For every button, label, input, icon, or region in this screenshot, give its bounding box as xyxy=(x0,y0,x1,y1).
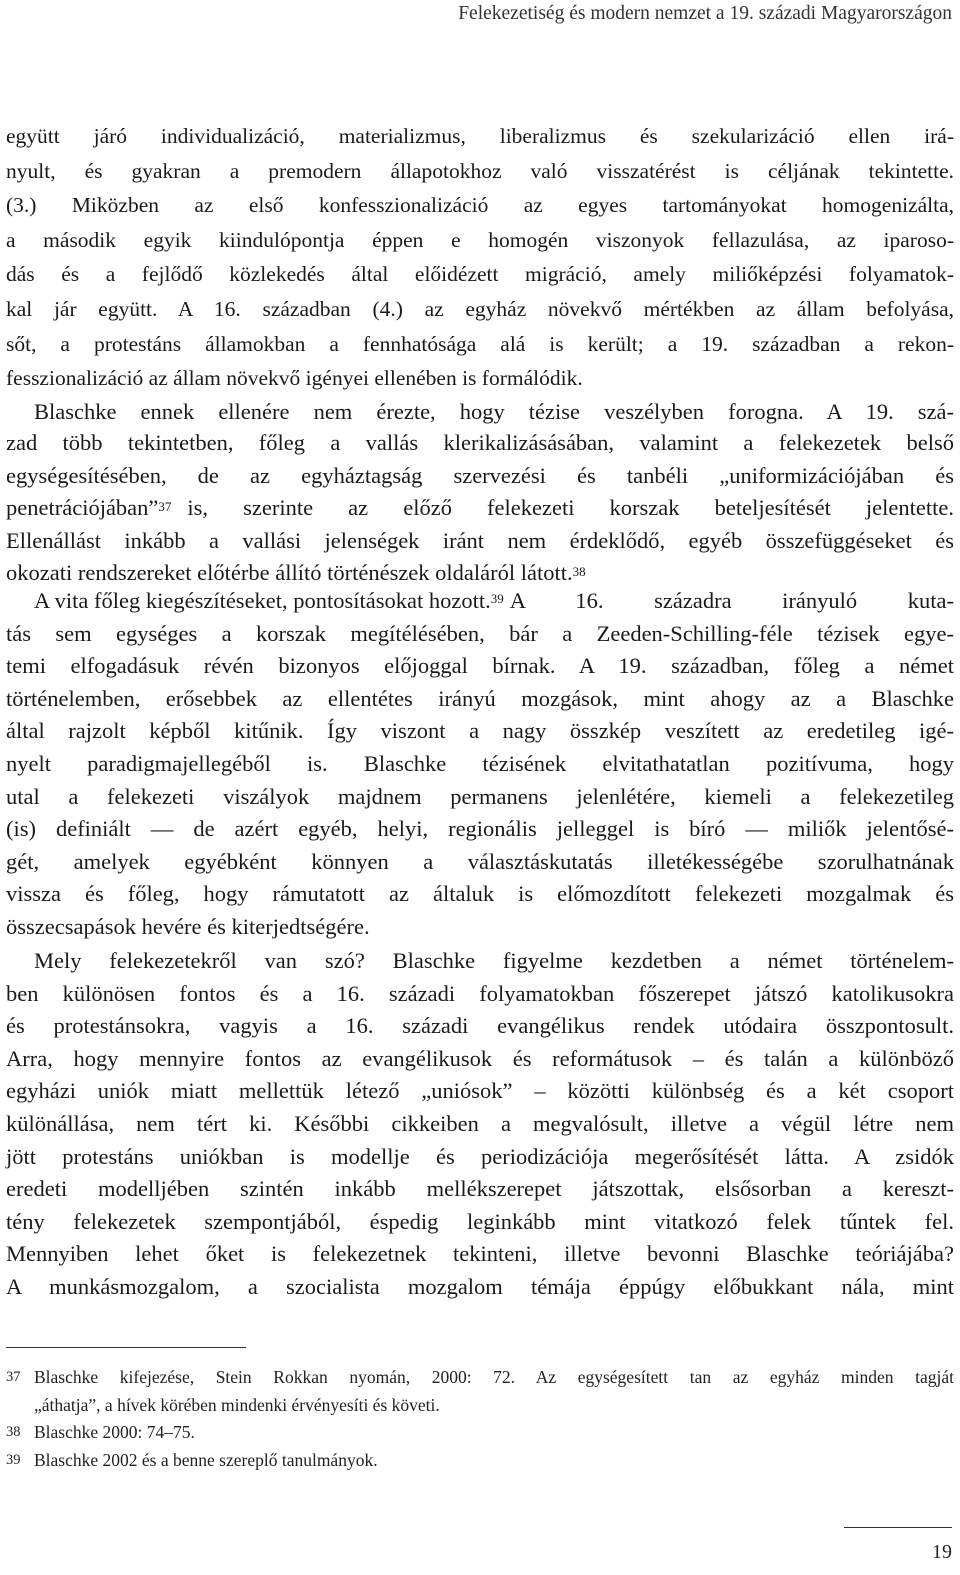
text-line: Arra, hogy mennyire fontos az evangélikusok és reformátusok – és talán a különböző xyxy=(6,1045,954,1071)
footnote-line: Blaschke 2000: 74–75. xyxy=(34,1422,195,1442)
running-header: Felekezetiség és modern nemzet a 19. századi Magyarországon xyxy=(458,3,952,24)
text-line: jött protestáns uniókban is modellje és periodizációja megerősítését látta. A zsidók xyxy=(6,1143,954,1169)
text-line: Mely felekezetekről van szó? Blaschke figyelme kezdetben a német történelem- xyxy=(34,948,954,973)
text-segment xyxy=(6,492,171,525)
footnote-text xyxy=(34,1364,954,1419)
footnote-line: Blaschke 2002 és a benne szereplő tanulmányok. xyxy=(34,1449,378,1470)
text-line: vissza és főleg, hogy rámutatott az általuk is előmozdított felekezeti mozgalmak és xyxy=(6,881,954,907)
text-span: okozati rendszereket előtérbe állító történészek oldaláról látott. xyxy=(6,560,573,586)
paragraph xyxy=(6,585,954,944)
text-line: és protestánsokra, vagyis a 16. századi evangélikus rendek utódaira összpontosult. xyxy=(6,1013,954,1039)
footnote-line: Blaschke kifejezése, Stein Rokkan nyomán, 2000: 72. Az egységesített tan az egyház minden tagját xyxy=(34,1367,954,1387)
text-line: összecsapások hevére és kiterjedtségére. xyxy=(6,913,370,939)
text-line: történelemben, erősebbek az ellentétes irányú mozgások, mint ahogy az a Blaschke xyxy=(6,685,954,711)
footnote-text xyxy=(34,1419,954,1447)
text-line: a második egyik kiindulópontja éppen e homogén viszonyok fellazulása, az iparoso- xyxy=(6,227,954,252)
text-line: eredeti modelljében szintén inkább mellékszerepet játszottak, elsősorban a kereszt- xyxy=(6,1176,954,1202)
footnote-ref[interactable]: 37 xyxy=(158,498,172,514)
footnote-divider xyxy=(6,1347,246,1348)
footnote-line: „áthatja”, a hívek körében mindenki érvényesíti és követi. xyxy=(34,1394,440,1415)
paragraph xyxy=(6,119,954,590)
text-line: együtt járó individualizáció, materializmus, liberalizmus és szekularizáció ellen irá- xyxy=(6,124,954,148)
text-line: tény felekezetek szempontjából, éspedig leginkább mint vitatkozó felek tűntek fel. xyxy=(6,1208,954,1234)
text-span: A vita főleg kiegészítéseket, pontosításokat hozott. xyxy=(34,588,491,613)
text-line: tás sem egységes a korszak megítélésében, bár a Zeeden-Schilling-féle tézisek egye- xyxy=(6,620,954,646)
text-line: egyházi uniók miatt mellettük létező „uniósok” – közötti különbség és a két csoport xyxy=(6,1078,954,1104)
text-line: A munkásmozgalom, a szocialista mozgalom témája éppúgy előbukkant nála, mint xyxy=(6,1273,954,1299)
text-line: nyult, és gyakran a premodern állapotokhoz való visszatérést is céljának tekintette. xyxy=(6,158,954,183)
text-line: Blaschke ennek ellenére nem érezte, hogy tézise veszélyben forogna. A 19. szá- xyxy=(34,398,954,424)
text-segment xyxy=(34,585,504,618)
text-line: dás és a fejlődő közlekedés által előidézett migráció, amely miliőképzési folyamatok- xyxy=(6,262,954,287)
text-line: utal a felekezeti viszályok majdnem permanens jelenlétére, kiemeli a felekezetileg xyxy=(6,783,954,809)
footnotes xyxy=(6,1364,954,1474)
text-line: gét, amelyek egyébként könnyen a választáskutatás illetékességébe szorulhatnának xyxy=(6,848,954,874)
text-span: penetrációjában” xyxy=(6,495,159,521)
text-line: különállása, nem tért ki. Későbbi cikkeiben a megvalósult, illetve a végül létre nem xyxy=(6,1110,954,1136)
text-line: Mennyiben lehet őket is felekezetnek tekinteni, illetve bevonni Blaschke teóriájába? xyxy=(6,1241,954,1267)
text-line xyxy=(6,492,954,525)
paragraph xyxy=(6,945,954,1304)
text-line: egységesítésében, de az egyháztagság szervezési és tanbéli „uniformizációjában és xyxy=(6,462,954,488)
text-line: nyelt paradigmajellegéből is. Blaschke tézisének elvitathatatlan pozitívuma, hogy xyxy=(6,750,954,776)
text-line: által rajzolt képből kitűnik. Így viszont a nagy összkép veszített az eredetileg igé- xyxy=(6,718,954,744)
page-number-rule xyxy=(844,1527,952,1528)
text-line: sőt, a protestáns államokban a fennhatósága alá is került; a 19. században a rekon- xyxy=(6,331,954,356)
text-line: zad több tekintetben, főleg a vallás klerikalizásásában, valamint a felekezetek belső xyxy=(6,429,954,455)
footnote-ref[interactable]: 38 xyxy=(572,563,586,579)
footnote xyxy=(6,1364,954,1419)
text-line: temi elfogadásuk révén bizonyos előjoggal bírnak. A 19. században, főleg a német xyxy=(6,653,954,679)
text-segment: is, szerinte az előző felekezeti korszak beteljesítését jelentette. xyxy=(187,495,954,521)
text-segment: A 16. századra irányuló kuta- xyxy=(509,588,954,613)
footnote-ref[interactable]: 39 xyxy=(490,591,504,607)
text-line: (3.) Miközben az első konfesszionalizáció az egyes tartományokat homogenizálta, xyxy=(6,193,954,218)
footnote xyxy=(6,1419,954,1447)
text-line: Ellenállást inkább a vallási jelenségek iránt nem érdeklődő, egyéb összefüggéseket és xyxy=(6,527,954,553)
page-number: 19 xyxy=(932,1541,952,1563)
text-line: ben különösen fontos és a 16. századi folyamatokban főszerepet játszó katolikusokra xyxy=(6,980,954,1006)
footnote xyxy=(6,1447,954,1475)
text-line: (is) definiált — de azért egyéb, helyi, regionális jelleggel is bíró — miliők jelentősé- xyxy=(6,816,954,842)
footnote-number: 39 xyxy=(6,1451,21,1468)
text-line: kal jár együtt. A 16. században (4.) az egyház növekvő mértékben az állam befolyása, xyxy=(6,296,954,321)
text-line xyxy=(6,585,954,618)
text-line: fesszionalizáció az állam növekvő igényei ellenében is formálódik. xyxy=(6,366,583,391)
footnote-number: 38 xyxy=(6,1424,21,1440)
footnote-text xyxy=(34,1447,954,1475)
footnote-number: 37 xyxy=(6,1369,21,1385)
